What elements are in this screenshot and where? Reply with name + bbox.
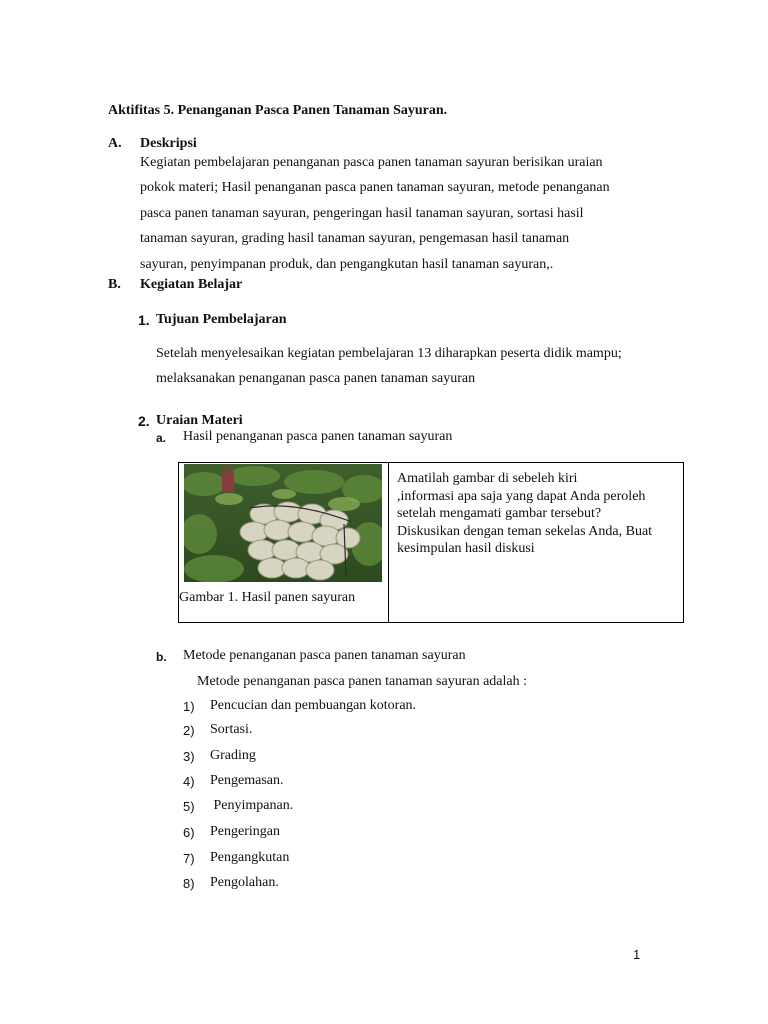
harvest-photo	[184, 464, 382, 582]
description-line: pasca panen tanaman sayuran, pengeringan hasil tanaman sayuran, sortasi hasil	[140, 205, 584, 221]
section-a-heading: Deskripsi	[140, 136, 197, 151]
list-item: Grading	[210, 748, 256, 763]
sub1-text-line: Setelah menyelesaikan kegiatan pembelajaran 13 diharapkan peserta didik mampu;	[156, 346, 622, 361]
question-line: setelah mengamati gambar tersebut?	[397, 506, 602, 521]
page-number: 1	[633, 947, 641, 962]
list-item: Penyimpanan.	[210, 798, 294, 813]
list-item: Sortasi.	[210, 722, 253, 737]
section-a-description	[140, 150, 658, 277]
list-item: Pengemasan.	[210, 773, 284, 788]
question-line: kesimpulan hasil diskusi	[397, 541, 535, 556]
item-b-intro: Metode penanganan pasca panen tanaman sayuran adalah :	[197, 674, 528, 689]
item-b-text: Metode penanganan pasca panen tanaman sayuran	[183, 648, 466, 663]
section-a-letter: A.	[108, 136, 122, 151]
list-item: Pengeringan	[210, 824, 280, 839]
sub2-number: 2.	[138, 413, 150, 429]
question-line: Diskusikan dengan teman sekelas Anda, Buat	[397, 523, 653, 539]
vegetable-harvest-image	[184, 464, 382, 582]
list-number: 2)	[183, 723, 195, 738]
list-item: Pengolahan.	[210, 875, 279, 890]
question-line: Amatilah gambar di sebeleh kiri	[397, 471, 578, 486]
list-number: 3)	[183, 749, 195, 764]
page-title: Aktifitas 5. Penanganan Pasca Panen Tanaman Sayuran.	[108, 103, 448, 118]
description-line: tanaman sayuran, grading hasil tanaman sayuran, pengemasan hasil tanaman	[140, 231, 570, 247]
item-a-letter: a.	[156, 431, 167, 445]
question-line: ,informasi apa saja yang dapat Anda peroleh	[397, 488, 646, 504]
list-number: 4)	[183, 774, 195, 789]
sub1-heading: Tujuan Pembelajaran	[156, 312, 287, 327]
item-a-text: Hasil penanganan pasca panen tanaman sayuran	[183, 429, 453, 444]
list-number: 7)	[183, 851, 195, 866]
list-item: Pencucian dan pembuangan kotoran.	[210, 698, 417, 713]
list-item: Pengangkutan	[210, 850, 290, 865]
item-b-letter: b.	[156, 650, 167, 664]
image-question-box	[178, 462, 684, 623]
section-b-heading: Kegiatan Belajar	[140, 277, 243, 292]
list-number: 1)	[183, 699, 195, 714]
list-number: 6)	[183, 825, 195, 840]
list-number: 5)	[183, 799, 195, 814]
sub2-heading: Uraian Materi	[156, 413, 243, 428]
list-number: 8)	[183, 876, 195, 891]
sub1-number: 1.	[138, 312, 150, 328]
description-line: pokok materi; Hasil penanganan pasca panen tanaman sayuran, metode penanganan	[140, 180, 610, 196]
image-caption: Gambar 1. Hasil panen sayuran	[179, 590, 356, 605]
description-line: sayuran, penyimpanan produk, dan pengangkutan hasil tanaman sayuran,.	[140, 256, 554, 272]
box-divider	[388, 463, 389, 622]
sub1-text-line: melaksanakan penanganan pasca panen tanaman sayuran	[156, 371, 476, 386]
description-line: Kegiatan pembelajaran penanganan pasca panen tanaman sayuran berisikan uraian	[140, 155, 603, 170]
question-text	[397, 470, 682, 558]
section-b-letter: B.	[108, 277, 121, 292]
